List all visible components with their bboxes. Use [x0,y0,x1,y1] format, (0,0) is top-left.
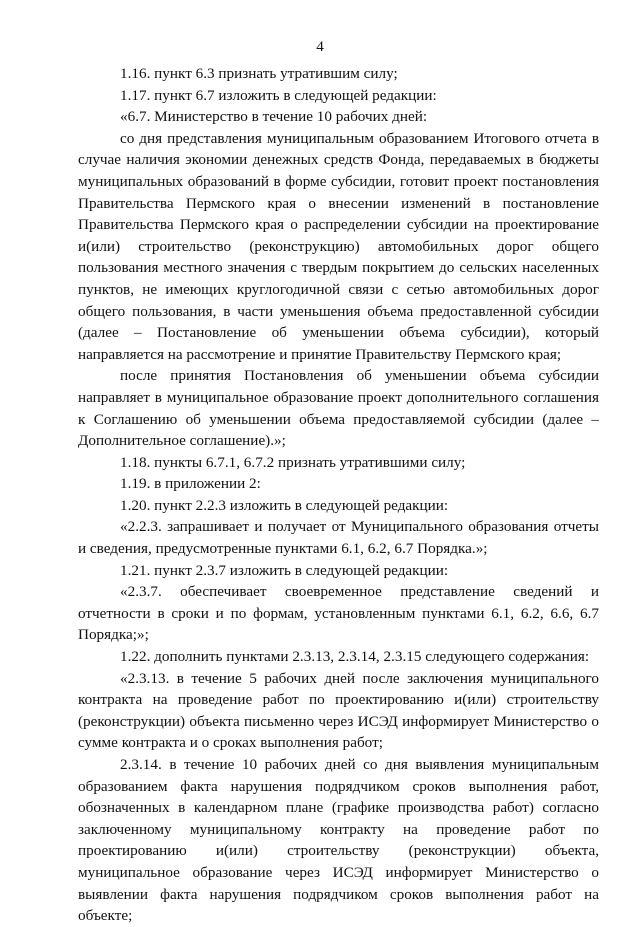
paragraph-1-19: 1.19. в приложении 2: [120,475,261,493]
paragraph-2-3-13: «2.3.13. в течение 5 рабочих дней после заключения муниципального контракта на проведение работ по проектированию и(или) строительству (реконструкции) объекта письменно через ИСЭД информирует Министерство о сумме контракта и о сроках выполнения работ; [78,669,599,752]
paragraph-6-7-agreement: после принятия Постановления об уменьшении объема субсидии направляет в муниципальное образование проект дополнительного соглашения к Соглашению об уменьшении объема предоставляемой субсидии (далее – Дополнительное соглашение).»; [78,367,599,450]
paragraph-1-17: 1.17. пункт 6.7 изложить в следующей редакции: [120,86,437,104]
paragraph-1-21: 1.21. пункт 2.3.7 изложить в следующей редакции: [120,561,449,579]
paragraph-1-16: 1.16. пункт 6.3 признать утратившим силу; [120,65,398,82]
document-body [78,63,599,927]
paragraph-6-7-report: со дня представления муниципальным образованием Итогового отчета в случае наличия экономии денежных средств Фонда, передаваемых в бюджеты муниципальных образований в форме субсидии, готовит проект постановления Правительства Пермского края о внесении изменений в постановление Правительства Пермского края о распределении субсидии на проектирование и(или) строительство (реконструкцию) автомобильных дорог общего пользования местного значения с твердым покрытием до сельских населенных пунктов, не имеющих круглогодичной связи с сетью автомобильных дорог общего пользования, в части уменьшения объема предоставленной субсидии (далее – Постановление об уменьшении объема субсидии), который направляется на рассмотрение и принятие Правительству Пермского края; [78,129,599,363]
paragraph-2-2-3: «2.2.3. запрашивает и получает от Муниципального образования отчеты и сведения, предусмотренные пунктами 6.1, 6.2, 6.7 Порядка.»; [78,518,599,558]
paragraph-1-20: 1.20. пункт 2.2.3 изложить в следующей редакции: [120,496,449,514]
page-number: 4 [316,38,324,55]
paragraph-1-22: 1.22. дополнить пунктами 2.3.13, 2.3.14, 2.3.15 следующего содержания: [120,648,590,666]
paragraph-6-7-heading: «6.7. Министерство в течение 10 рабочих дней: [120,108,428,126]
paragraph-2-3-7: «2.3.7. обеспечивает своевременное представление сведений и отчетности в сроки и по формам, установленным пунктами 6.1, 6.2, 6.6, 6.7 Порядка;»; [78,583,599,644]
paragraph-1-18: 1.18. пункты 6.7.1, 6.7.2 признать утратившими силу; [120,453,466,471]
paragraph-2-3-14: 2.3.14. в течение 10 рабочих дней со дня выявления муниципальным образованием факта нарушения подрядчиком сроков выполнения работ, обозначенных в календарном плане (графике производства работ) согласно заключенному муниципальному контракту на проведение работ по проектированию и(или) строительству (реконструкции) объекта, муниципальное образование через ИСЭД информирует Министерство о выявлении факта нарушения подрядчиком сроков выполнения работ на объекте; [78,756,599,925]
